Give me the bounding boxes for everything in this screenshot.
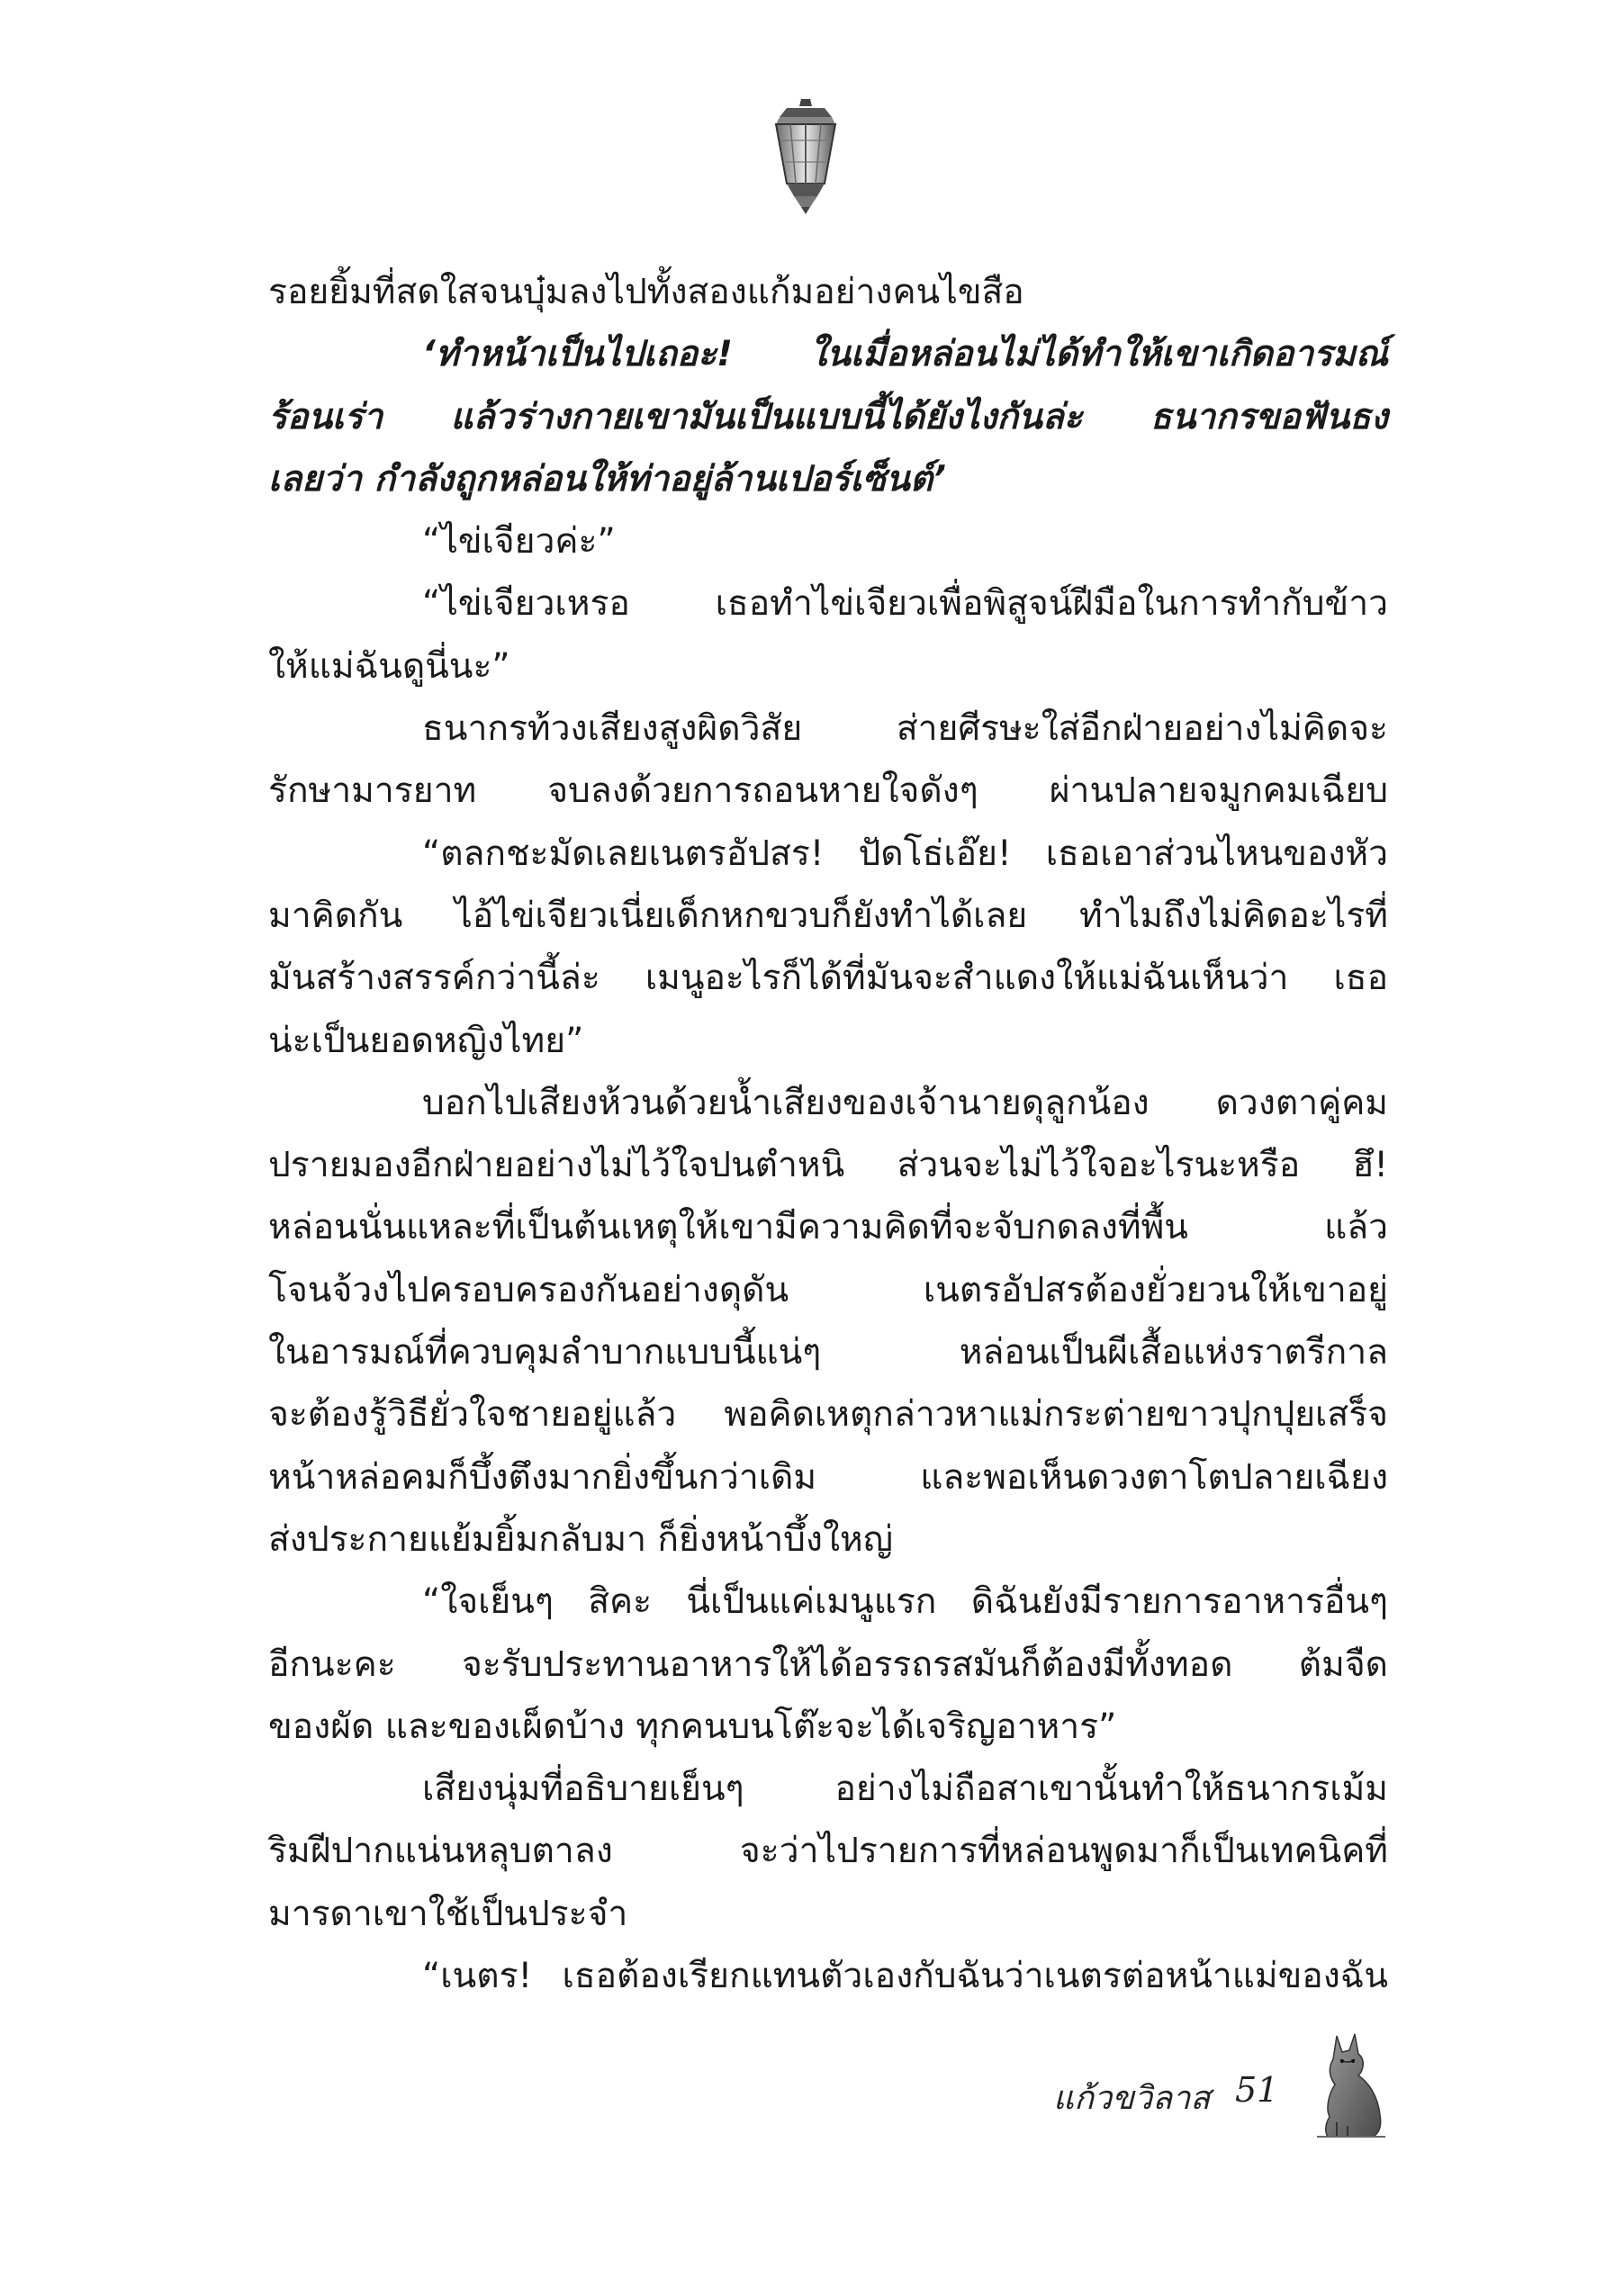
text-line	[268, 572, 1388, 635]
text-word: รักษามารยาท	[268, 770, 477, 812]
dog-icon	[1310, 2032, 1391, 2140]
text-word: ไอ้ไข่เจียวเนี่ยเด็กหกขวบก็ยังทำได้เลย	[455, 895, 1028, 936]
text-word: แล้วร่างกายเขามันเป็นแบบนี้ได้ยังไงกันล่ะ	[450, 396, 1083, 437]
text-word: ดวงตาคู่คม	[1215, 1082, 1388, 1123]
text-line	[268, 1383, 1388, 1445]
text-word: เธอ	[1333, 958, 1388, 999]
text-word: มันสร้างสรรค์กว่านี้ล่ะ	[268, 958, 600, 999]
text-word: เธอต้องเรียกแทนตัวเองกับฉันว่าเนตรต่อหน้าแม่ของฉัน	[562, 1956, 1388, 1997]
text-line	[268, 823, 1388, 885]
text-word: เนตรอัปสรต้องยั่วยวนให้เขาอยู่	[923, 1269, 1388, 1310]
text-line	[268, 323, 1388, 385]
text-word: หล่อนเป็นผีเสื้อแห่งราตรีกาล	[959, 1332, 1388, 1373]
text-line: ให้แม่ฉันดูนี่นะ”	[268, 645, 510, 687]
book-title: แก้วขวิลาส	[1053, 2080, 1211, 2117]
text-word: แล้ว	[1324, 1207, 1388, 1248]
text-line: มารดาเขาใช้เป็นประจำ	[268, 1893, 628, 1934]
text-word: ‘ทำหน้าเป็นไปเถอะ!	[422, 334, 733, 375]
text-word: เธอเอาส่วนไหนของหัว	[1045, 833, 1388, 874]
text-line: น่ะเป็นยอดหญิงไทย”	[268, 1020, 584, 1061]
text-line	[268, 1634, 1388, 1696]
text-word: “เนตร!	[422, 1956, 533, 1997]
text-word: ต้มจืด	[1298, 1643, 1388, 1685]
text-word: นี่เป็นแค่เมนูแรก	[686, 1581, 937, 1623]
text-word: จะรับประทานอาหารให้ได้อรรถรสมันก็ต้องมีทั้งทอด	[462, 1643, 1233, 1685]
text-word: ร้อนเร่า	[268, 396, 383, 437]
text-word: ส่วนจะไม่ไว้ใจอะไรนะหรือ	[897, 1145, 1301, 1186]
text-word: ทำไมถึงไม่คิดอะไรที่	[1079, 895, 1388, 936]
text-word: มาคิดกัน	[268, 895, 403, 936]
text-line: “ไข่เจียวค่ะ”	[422, 521, 616, 563]
text-word: สิคะ	[588, 1581, 653, 1623]
text-line	[268, 760, 1388, 822]
text-word: บอกไปเสียงห้วนด้วยน้ำเสียงของเจ้านายดุลูกน้อง	[422, 1082, 1150, 1123]
text-word: ริมฝีปากแน่นหลุบตาลง	[268, 1831, 613, 1872]
text-word: ผ่านปลายจมูกคมเฉียบ	[1049, 770, 1388, 812]
text-word: ธนากรท้วงเสียงสูงผิดวิสัย	[422, 708, 803, 750]
text-word: พอคิดเหตุกล่าวหาแม่กระต่ายขาวปุกปุยเสร็จ	[724, 1394, 1388, 1436]
text-line	[268, 1446, 1388, 1508]
text-word: จะว่าไปรายการที่หล่อนพูดมาก็เป็นเทคนิคที่	[739, 1831, 1388, 1872]
text-word: ในเมื่อหล่อนไม่ได้ทำให้เขาเกิดอารมณ์	[809, 334, 1388, 375]
text-line: รอยยิ้มที่สดใสจนบุ๋มลงไปทั้งสองแก้มอย่างคนไขสือ	[268, 272, 1024, 312]
text-line	[268, 1571, 1388, 1633]
text-line: เลยว่า กำลังถูกหล่อนให้ท่าอยู่ล้านเปอร์เซ็นต์’	[268, 458, 946, 500]
text-word: เมนูอะไรก็ได้ที่มันจะสำแดงให้แม่ฉันเห็นว่า	[645, 958, 1289, 999]
text-word: เสียงนุ่มที่อธิบายเย็นๆ	[422, 1769, 744, 1810]
text-line	[268, 698, 1388, 760]
text-line	[268, 1259, 1388, 1321]
text-line	[268, 1134, 1388, 1196]
text-line: ส่งประกายแย้มยิ้มกลับมา ก็ยิ่งหน้าบึ้งใหญ่	[268, 1518, 893, 1560]
text-word: “ใจเย็นๆ	[422, 1581, 554, 1623]
text-word: หล่อนนั่นแหละที่เป็นต้นเหตุให้เขามีความคิดที่จะจับกดลงที่พื้น	[268, 1207, 1188, 1248]
text-line	[268, 1945, 1388, 2007]
page-number: 51	[1235, 2070, 1279, 2110]
text-word: ธนากรขอฟันธง	[1150, 396, 1388, 437]
text-word: “ตลกชะมัดเลยเนตรอัปสร!	[422, 833, 825, 874]
text-line	[268, 1820, 1388, 1882]
text-word: ปัดโธ่เอ๊ย!	[858, 833, 1012, 874]
text-line	[268, 947, 1388, 1009]
text-line	[268, 885, 1388, 947]
text-word: ในอารมณ์ที่ควบคุมลำบากแบบนี้แน่ๆ	[268, 1332, 822, 1373]
text-word: จะต้องรู้วิธียั่วใจชายอยู่แล้ว	[268, 1394, 677, 1436]
text-line	[268, 1072, 1388, 1134]
text-word: ดิฉันยังมีรายการอาหารอื่นๆ	[970, 1581, 1388, 1623]
text-line	[268, 386, 1388, 448]
text-word: อย่างไม่ถือสาเขานั้นทำให้ธนากรเม้ม	[834, 1769, 1388, 1810]
text-word: ฮึ!	[1352, 1145, 1388, 1186]
body-text	[268, 261, 1388, 2007]
text-line	[268, 1196, 1388, 1258]
text-line	[268, 1321, 1388, 1383]
lantern-icon	[769, 97, 843, 216]
text-word: ส่ายศีรษะใส่อีกฝ่ายอย่างไม่คิดจะ	[896, 708, 1388, 750]
text-word: ปรายมองอีกฝ่ายอย่างไม่ไว้ใจปนตำหนิ	[268, 1145, 845, 1186]
text-line	[268, 1758, 1388, 1820]
text-word: เธอทำไข่เจียวเพื่อพิสูจน์ฝีมือในการทำกับข้าว	[715, 583, 1388, 625]
text-word: และพอเห็นดวงตาโตปลายเฉียง	[920, 1456, 1388, 1498]
text-word: อีกนะคะ	[268, 1643, 396, 1685]
text-word: หน้าหล่อคมก็บึ้งตึงมากยิ่งขึ้นกว่าเดิม	[268, 1456, 817, 1498]
text-word: “ไข่เจียวเหรอ	[422, 583, 630, 625]
text-word: จบลงด้วยการถอนหายใจดังๆ	[547, 770, 978, 812]
text-line: ของผัด และของเผ็ดบ้าง ทุกคนบนโต๊ะจะได้เจริญอาหาร”	[268, 1706, 1117, 1747]
text-word: โจนจ้วงไปครอบครองกันอย่างดุดัน	[268, 1269, 789, 1310]
